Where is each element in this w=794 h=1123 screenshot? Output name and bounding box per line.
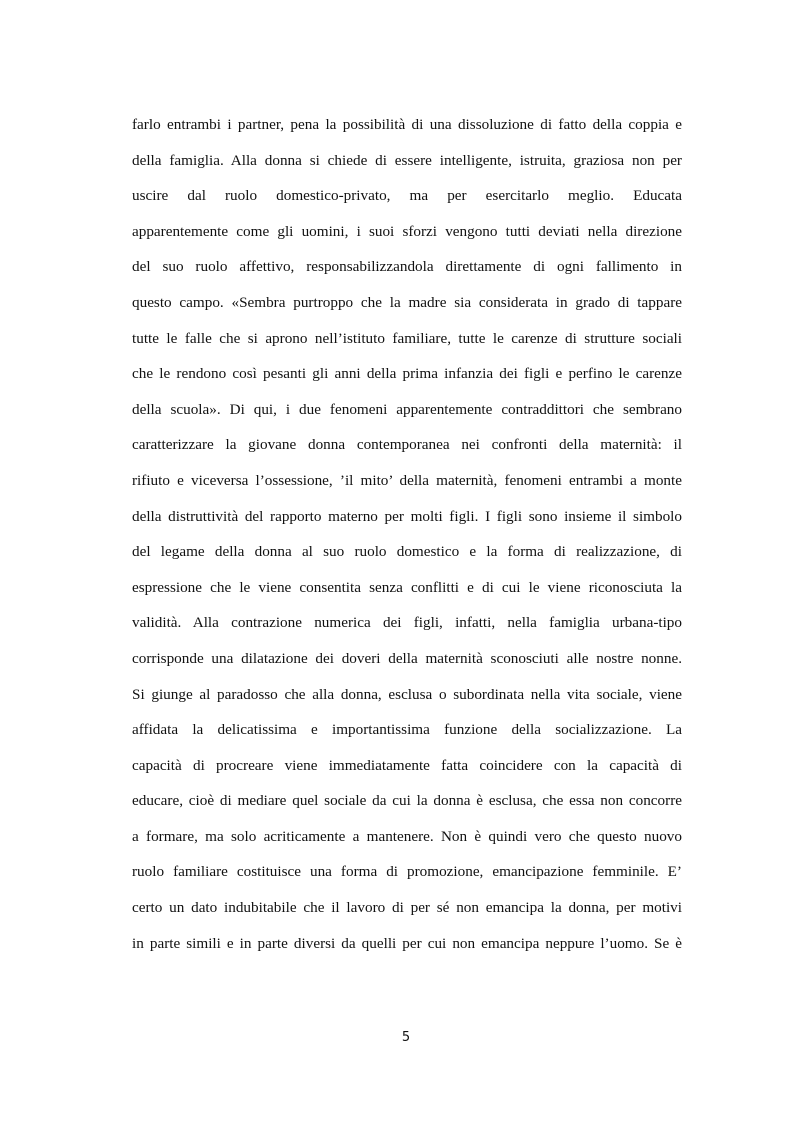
text-line: in parte simili e in parte diversi da quelli per cui non emancipa neppure l’uomo. Se è: [132, 934, 682, 952]
text-line: della famiglia. Alla donna si chiede di essere intelligente, istruita, graziosa non per: [132, 151, 682, 169]
text-line: della scuola». Di qui, i due fenomeni apparentemente contraddittori che sembrano: [132, 400, 682, 418]
text-line: corrisponde una dilatazione dei doveri della maternità sconosciuti alle nostre nonne.: [132, 649, 682, 667]
text-line: tutte le falle che si aprono nell’istituto familiare, tutte le carenze di strutture sociali: [132, 329, 682, 347]
text-line: rifiuto e viceversa l’ossessione, ’il mito’ della maternità, fenomeni entrambi a monte: [132, 471, 682, 489]
text-line: farlo entrambi i partner, pena la possibilità di una dissoluzione di fatto della coppia e: [132, 116, 682, 133]
text-line: a formare, ma solo acriticamente a mantenere. Non è quindi vero che questo nuovo: [132, 827, 682, 845]
text-line: caratterizzare la giovane donna contemporanea nei confronti della maternità: il: [132, 436, 682, 454]
text-line: certo un dato indubitabile che il lavoro di per sé non emancipa la donna, per motivi: [132, 899, 682, 917]
text-line: capacità di procreare viene immediatamente fatta coincidere con la capacità di: [132, 756, 682, 774]
text-line: apparentemente come gli uomini, i suoi sforzi vengono tutti deviati nella direzione: [132, 222, 682, 240]
text-line: Si giunge al paradosso che alla donna, esclusa o subordinata nella vita sociale, viene: [132, 685, 682, 703]
text-line: espressione che le viene consentita senza conflitti e di cui le viene riconosciuta la: [132, 578, 682, 596]
text-line: ruolo familiare costituisce una forma di promozione, emancipazione femminile. E’: [132, 863, 682, 881]
page-number: 5: [401, 1030, 411, 1045]
body-paragraph: [132, 107, 682, 961]
text-line: del suo ruolo affettivo, responsabilizzandola direttamente di ogni fallimento in: [132, 258, 682, 276]
text-line: uscire dal ruolo domestico-privato, ma per esercitarlo meglio. Educata: [132, 187, 682, 205]
text-line: educare, cioè di mediare quel sociale da cui la donna è esclusa, che essa non concorre: [132, 792, 682, 810]
text-line: del legame della donna al suo ruolo domestico e la forma di realizzazione, di: [132, 543, 682, 561]
text-line: che le rendono così pesanti gli anni della prima infanzia dei figli e perfino le carenze: [132, 365, 682, 383]
text-line: affidata la delicatissima e importantissima funzione della socializzazione. La: [132, 721, 682, 739]
text-line: questo campo. «Sembra purtroppo che la madre sia considerata in grado di tappare: [132, 293, 682, 311]
text-line: della distruttività del rapporto materno per molti figli. I figli sono insieme il simbolo: [132, 507, 682, 525]
text-line: validità. Alla contrazione numerica dei figli, infatti, nella famiglia urbana-tipo: [132, 614, 682, 632]
